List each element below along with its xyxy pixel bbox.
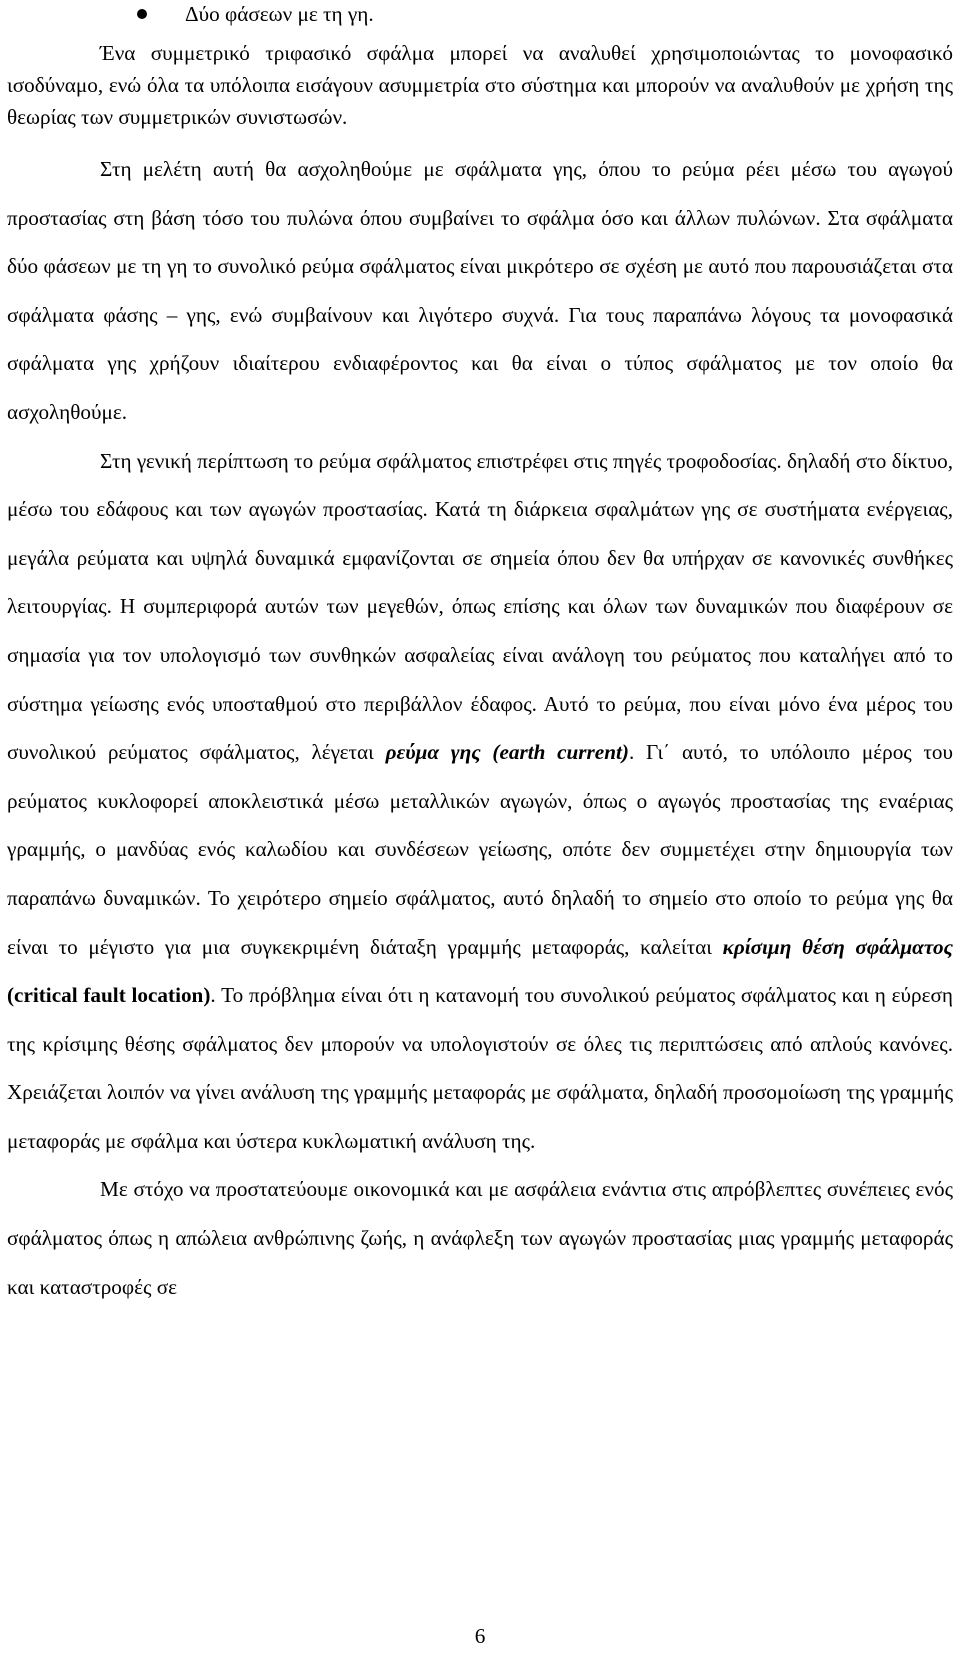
paragraph-text: Στη γενική περίπτωση το ρεύμα σφάλματος επιστρέφει στις πηγές τροφοδοσίας. δηλαδή στο δίκτυο, μέσω του εδάφους και των αγωγών προστασίας. Κατά τη διάρκεια σφαλμάτων γης σε συστήματα ενέργειας, μεγάλα ρεύματα και υψηλά δυναμικά εμφανίζονται σε σημεία όπου δεν θα υπήρχαν σε κανονικές συνθήκες λειτουργίας. Η συμπεριφορά αυτών των μεγεθών, όπως επίσης και όλων των δυναμικών που διαφέρουν σε σημασία για τον υπολογισμό των συνθηκών ασφαλείας είναι ανάλογη του ρεύματος που καταλήγει από το σύστημα γείωσης ενός υποσταθμού στο περιβάλλον έδαφος. Αυτό το ρεύμα, που είναι μόνο ένα μέρος του συνολικού ρεύματος σφάλματος, λέγεται [7,448,953,765]
paragraph-earth-current [7,437,953,1166]
bullet-text: Δύο φάσεων με τη γη. [185,2,374,26]
paragraph-protection-goal: Με στόχο να προστατεύουμε οικονομικά και με ασφάλεια ενάντια στις απρόβλεπτες συνέπειες ενός σφάλματος όπως η απώλεια ανθρώπινης ζωής, η ανάφλεξη των αγωγών προστασίας μιας γραμμής μεταφοράς και καταστροφές σε [7,1177,953,1299]
paragraph-text: . Γι΄ αυτό, το υπόλοιπο μέρος του ρεύματος κυκλοφορεί αποκλειστικά μέσω μεταλλικών αγωγών, όπως ο αγωγός προστασίας της εναέριας γραμμής, ο μανδύας ενός καλωδίου και συνδέσεων γείωσης, οπότε δεν συμμετέχει στην δημιουργία των παραπάνω δυναμικών. Το χειρότερο σημείο σφάλματος, αυτό δηλαδή το σημείο στο οποίο το ρεύμα γης θα είναι το μέγιστο για μια συγκεκριμένη διάταξη γραμμής μεταφοράς, καλείται [7,740,954,959]
paragraph-text: . Το πρόβλημα είναι ότι η κατανομή του συνολικού ρεύματος σφάλματος και η εύρεση της κρίσιμης θέσης σφάλματος δεν μπορούν να υπολογιστούν σε όλες τις περιπτώσεις από απλούς κανόνες. Χρειάζεται λοιπόν να γίνει ανάλυση της γραμμής μεταφοράς με σφάλματα, δηλαδή προσομοίωση της γραμμής μεταφοράς με σφάλμα και ύστερα κυκλωματική ανάλυση της. [7,983,953,1153]
term-critical-fault-location: κρίσιμη θέση σφάλματος [722,934,953,959]
term-earth-current: ρεύμα γης (earth current) [385,740,629,765]
bullet-icon [137,9,147,19]
paragraph-symmetric-faults: Ένα συμμετρικό τριφασικό σφάλμα μπορεί να αναλυθεί χρησιμοποιώντας το μονοφασικό ισοδύναμο, ενώ όλα τα υπόλοιπα εισάγουν ασυμμετρία στο σύστημα και μπορούν να αναλυθούν με χρήση της θεωρίας των συμμετρικών συνιστωσών. [7,41,953,129]
document-body [7,37,953,1311]
page-number: 6 [474,1624,486,1648]
term-critical-fault-location-en: (critical fault location) [7,983,211,1008]
paragraph-earth-faults: Στη μελέτη αυτή θα ασχοληθούμε με σφάλματα γης, όπου το ρεύμα ρέει μέσω του αγωγού προστασίας στη βάση τόσο του πυλώνα όπου συμβαίνει το σφάλμα όσο και άλλων πυλώνων. Στα σφάλματα δύο φάσεων με τη γη το συνολικό ρεύμα σφάλματος είναι μικρότερο σε σχέση με αυτό που παρουσιάζεται στα σφάλματα φάσης – γης, ενώ συμβαίνουν και λιγότερο συχνά. Για τους παραπάνω λόγους τα μονοφασικά σφάλματα γης χρήζουν ιδιαίτερου ενδιαφέροντος και θα είναι ο τύπος σφάλματος με τον οποίο θα ασχοληθούμε. [7,157,953,424]
